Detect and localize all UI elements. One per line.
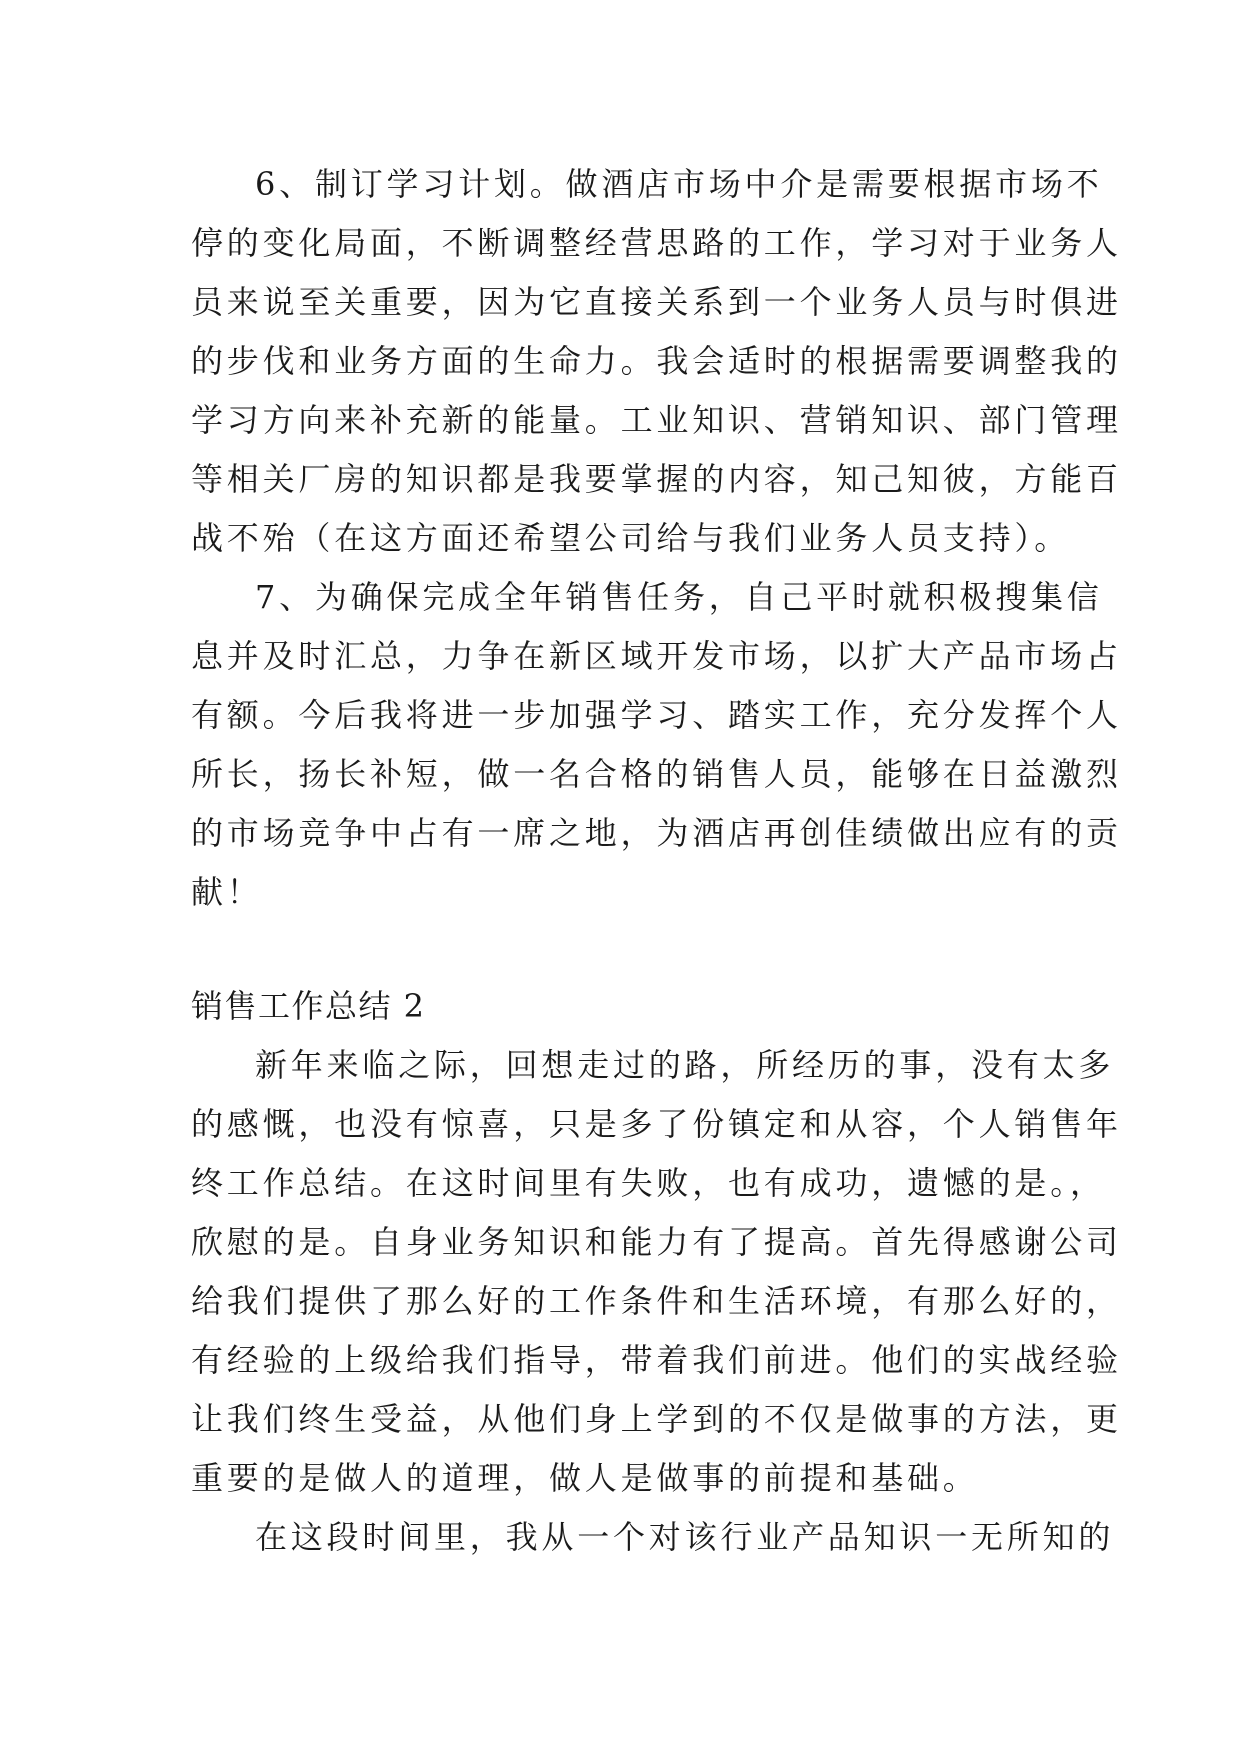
paragraph-7-line-5: 的市场竞争中占有一席之地，为酒店再创佳绩做出应有的贡 bbox=[191, 814, 1122, 852]
paragraph-6-line-7: 战不殆（在这方面还希望公司给与我们业务人员支持）。 bbox=[191, 519, 1071, 557]
paragraph-6-line-6: 等相关厂房的知识都是我要掌握的内容，知己知彼，方能百 bbox=[191, 460, 1122, 498]
paragraph-next-line-1: 在这段时间里，我从一个对该行业产品知识一无所知的 bbox=[255, 1518, 1115, 1556]
paragraph-7-line-1: 7、为确保完成全年销售任务，自己平时就积极搜集信 bbox=[255, 578, 1103, 616]
paragraph-intro-line-5: 给我们提供了那么好的工作条件和生活环境，有那么好的， bbox=[191, 1282, 1122, 1320]
paragraph-6-line-5: 学习方向来补充新的能量。工业知识、营销知识、部门管理 bbox=[191, 401, 1122, 439]
paragraph-7-line-4: 所长，扬长补短，做一名合格的销售人员，能够在日益激烈 bbox=[191, 755, 1122, 793]
paragraph-intro-line-3: 终工作总结。在这时间里有失败，也有成功，遗憾的是。， bbox=[191, 1164, 1106, 1202]
paragraph-6-line-3: 员来说至关重要，因为它直接关系到一个业务人员与时俱进 bbox=[191, 283, 1122, 321]
section-heading: 销售工作总结 2 bbox=[191, 987, 426, 1025]
paragraph-intro-line-2: 的感慨，也没有惊喜，只是多了份镇定和从容，个人销售年 bbox=[191, 1105, 1122, 1143]
paragraph-intro-line-4: 欣慰的是。自身业务知识和能力有了提高。首先得感谢公司 bbox=[191, 1223, 1122, 1261]
paragraph-intro-line-6: 有经验的上级给我们指导，带着我们前进。他们的实战经验 bbox=[191, 1341, 1122, 1379]
paragraph-6-line-1: 6、制订学习计划。做酒店市场中介是需要根据市场不 bbox=[255, 165, 1103, 203]
paragraph-intro-line-8: 重要的是做人的道理，做人是做事的前提和基础。 bbox=[191, 1459, 979, 1497]
paragraph-7-line-3: 有额。今后我将进一步加强学习、踏实工作，充分发挥个人 bbox=[191, 696, 1122, 734]
paragraph-6-line-2: 停的变化局面，不断调整经营思路的工作，学习对于业务人 bbox=[191, 224, 1122, 262]
paragraph-7-line-2: 息并及时汇总，力争在新区域开发市场，以扩大产品市场占 bbox=[191, 637, 1122, 675]
paragraph-intro-line-1: 新年来临之际，回想走过的路，所经历的事，没有太多 bbox=[255, 1046, 1115, 1084]
paragraph-7-line-6: 献！ bbox=[191, 873, 263, 911]
paragraph-intro-line-7: 让我们终生受益，从他们身上学到的不仅是做事的方法，更 bbox=[191, 1400, 1122, 1438]
paragraph-6-line-4: 的步伐和业务方面的生命力。我会适时的根据需要调整我的 bbox=[191, 342, 1122, 380]
